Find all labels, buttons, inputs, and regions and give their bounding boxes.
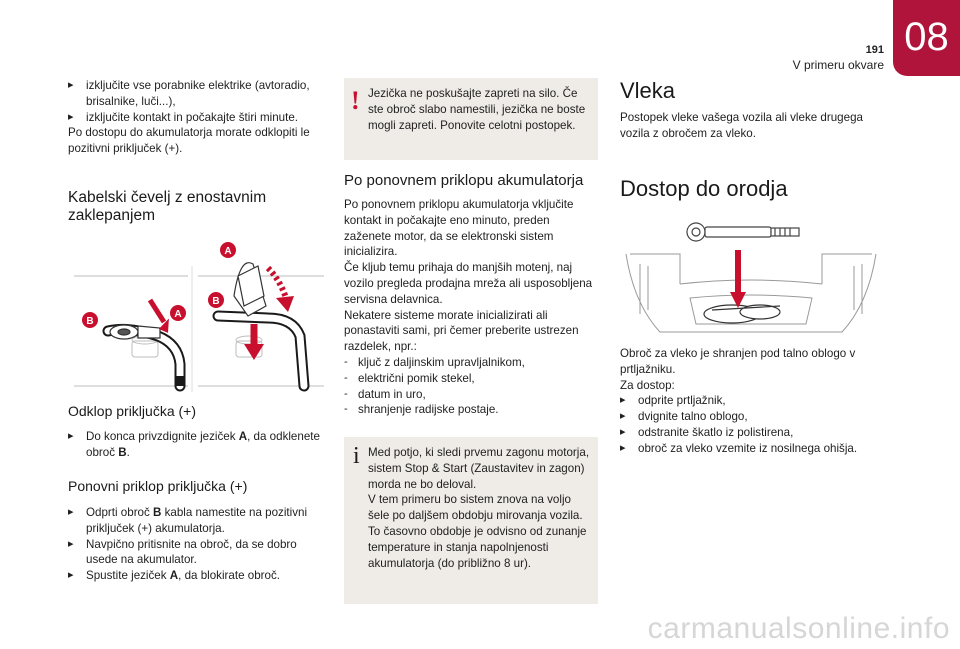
col1-top-list: [68, 78, 330, 157]
list-item-text: Do konca privzdignite jeziček A, da odklenete obroč B.: [86, 430, 320, 459]
triangle-bullet-icon: ▸: [68, 506, 74, 518]
list-item: ▸ obroč za vleko vzemite iz nosilnega ohišja.: [620, 441, 858, 455]
list-item: [68, 110, 330, 126]
section-heading: Po ponovnem priklopu akumulatorja: [344, 172, 584, 189]
list-item: ▸ dvignite talno oblogo,: [620, 410, 748, 424]
list-item: - shranjenje radijske postaje.: [344, 403, 499, 417]
list-item: - električni pomik stekel,: [344, 371, 475, 385]
section-heading: Vleka: [620, 78, 676, 103]
info-box: [344, 437, 598, 604]
body-paragraph: Po dostopu do akumulatorja morate odklopiti le pozitivni priključek (+).: [68, 126, 310, 156]
warning-box: [344, 78, 598, 160]
odklop-list: [68, 429, 330, 461]
watermark: carmanualsonline.info: [647, 612, 950, 645]
chapter-tab: [893, 0, 960, 76]
section-heading: Kabelski čevelj z enostavnim zaklepanjem: [68, 189, 267, 224]
list-item: [68, 429, 330, 461]
section-heading: Ponovni priklop priključka (+): [68, 478, 248, 494]
list-item: [68, 537, 330, 569]
info-text: Med potjo, ki sledi prvemu zagonu motorja, sistem Stop & Start (Zaustavitev in zagon) morda ne bo deloval.: [368, 446, 590, 491]
list-item: - datum in uro,: [344, 387, 426, 401]
triangle-bullet-icon: ▸: [620, 425, 626, 438]
label-b: B: [212, 296, 220, 307]
section-title: V primeru okvare: [792, 58, 884, 72]
triangle-bullet-icon: ▸: [68, 569, 74, 582]
list-item-text: Spustite jeziček A, da blokirate obroč.: [86, 569, 280, 583]
col3-body: [620, 346, 882, 457]
body-paragraph: Po ponovnem priklopu akumulatorja vključite kontakt in počakajte eno minuto, preden zaženete motor, da se elektronski sistem inicializira.: [344, 198, 574, 259]
triangle-bullet-icon: ▸: [620, 410, 626, 423]
label-a: A: [224, 246, 232, 257]
triangle-bullet-icon: ▸: [68, 537, 74, 550]
triangle-bullet-icon: ▸: [620, 394, 626, 407]
ponovni-list: [68, 505, 330, 584]
battery-terminal-figure: [68, 236, 330, 392]
list-item-text: izključite kontakt in počakajte štiri minute.: [86, 110, 298, 124]
battery-terminal-illustration: [68, 236, 330, 392]
info-icon: i: [353, 443, 360, 469]
col2-body: [344, 197, 596, 418]
info-text: V tem primeru bo sistem znova na voljo šele po daljšem obdobju mirovanja vozila. To časovno obdobje je odvisno od zunanje temperature in stanja napolnjenosti akumulatorja (do približno 8 ur).: [368, 493, 587, 570]
label-b: B: [86, 316, 94, 327]
body-paragraph: Postopek vleke vašega vozila ali vleke drugega vozila z obročem za vleko.: [620, 111, 863, 140]
page-number: 191: [865, 44, 884, 56]
body-paragraph: Obroč za vleko je shranjen pod talno oblogo v prtljažniku.: [620, 347, 856, 376]
list-item: [68, 568, 330, 584]
warning-text: Jezička ne poskušajte zapreti na silo. Če ste obroč slabo namestili, jezička ne boste mogli zapreti. Ponovite celotni postopek.: [368, 87, 586, 132]
section-heading: Odklop priključka (+): [68, 403, 196, 419]
body-paragraph: Nekatere sisteme morate inicializirati ali ponastaviti sami, pri čemer preberite ustrezen razdelek, npr.:: [344, 308, 579, 354]
triangle-bullet-icon: ▸: [68, 110, 74, 123]
list-item-text: Navpično pritisnite na obroč, da se dobro usede na akumulator.: [86, 537, 297, 567]
list-item: [68, 505, 330, 537]
triangle-bullet-icon: ▸: [68, 430, 74, 442]
body-paragraph: Če kljub temu prihaja do manjših motenj, naj vozilo pregleda prodajna mreža ali usposobljena servisna delavnica.: [344, 261, 593, 306]
list-item: ▸ odprite prtljažnik,: [620, 394, 726, 408]
triangle-bullet-icon: ▸: [620, 441, 626, 454]
triangle-bullet-icon: ▸: [68, 79, 74, 91]
towing-eye-illustration: [620, 214, 882, 344]
label-a: A: [174, 309, 182, 320]
list-item: - ključ z daljinskim upravljalnikom,: [344, 355, 525, 369]
towing-eye-figure: [620, 214, 882, 344]
warning-icon: !: [351, 86, 360, 115]
chapter-number: 08: [904, 15, 949, 59]
body-paragraph: Za dostop:: [620, 378, 675, 392]
list-item-text: izključite vse porabnike elektrike (avtoradio, brisalnike, luči...),: [86, 79, 310, 108]
list-item-text: Odprti obroč B kabla namestite na pozitivni priključek (+) akumulatorja.: [86, 506, 308, 535]
list-item: ▸ odstranite škatlo iz polistirena,: [620, 425, 794, 439]
section-heading: Dostop do orodja: [620, 176, 788, 201]
list-item: [68, 78, 330, 110]
